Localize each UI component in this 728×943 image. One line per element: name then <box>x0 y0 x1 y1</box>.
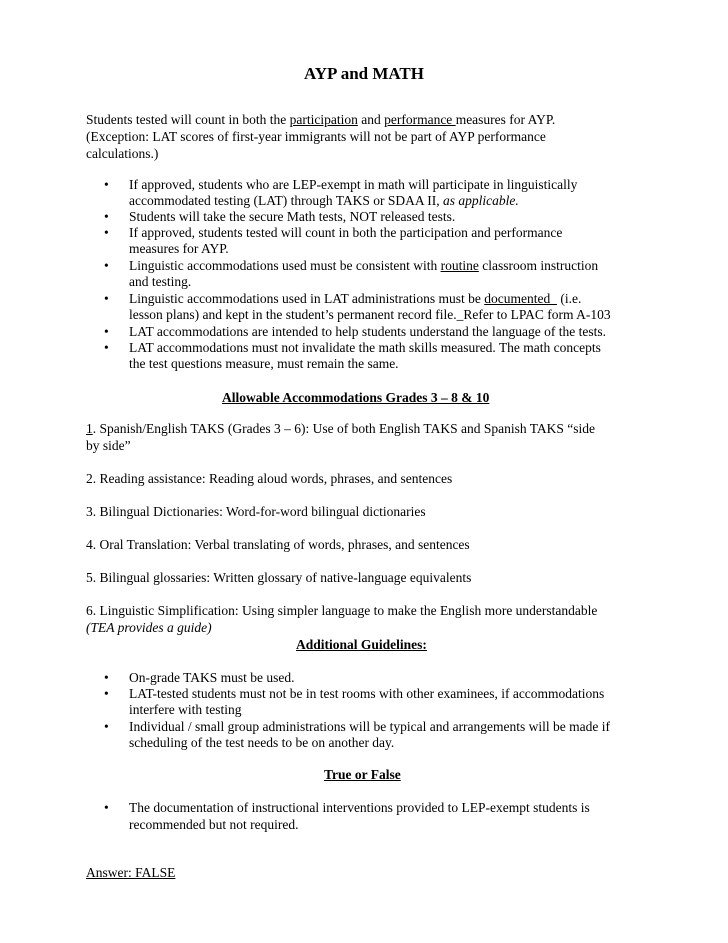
bullet-marker: • <box>104 800 109 815</box>
bullet-text-part: accommodated testing (LAT) through TAKS or SDAA II, <box>129 193 443 208</box>
bullet-marker: • <box>104 177 109 192</box>
bullet-marker: • <box>104 324 109 339</box>
intro-text: and <box>357 112 385 127</box>
accommodation-item-4: 4. Oral Translation: Verbal translating of words, phrases, and sentences <box>86 537 470 552</box>
bullet-marker: • <box>104 670 109 685</box>
accommodation-item-1 <box>86 421 595 438</box>
bullet-text: scheduling of the test needs to be on another day. <box>129 735 395 750</box>
bullet-text <box>129 258 598 275</box>
true-or-false-heading: True or False <box>324 767 401 782</box>
bullet-marker: • <box>104 719 109 734</box>
accommodation-item-1-cont: by side” <box>86 438 131 453</box>
intro-line-2: (Exception: LAT scores of first-year immigrants will not be part of AYP performance <box>86 129 546 144</box>
bullet-text-part: (i.e. <box>556 291 582 306</box>
accommodation-text: . Spanish/English TAKS (Grades 3 – 6): Use of both English TAKS and Spanish TAKS “side <box>92 421 595 436</box>
bullet-text-part: Linguistic accommodations used in LAT administrations must be <box>129 291 485 306</box>
item-number: 1 <box>86 421 93 436</box>
bullet-text: If approved, students who are LEP-exempt in math will participate in linguistically <box>129 177 578 192</box>
bullet-text: lesson plans) and kept in the student’s permanent record file._Refer to LPAC form A-103 <box>129 307 611 322</box>
documented-underlined: documented <box>484 291 557 306</box>
bullet-text: the test questions measure, must remain the same. <box>129 356 399 371</box>
bullet-marker: • <box>104 209 109 224</box>
intro-text: measures for AYP. <box>455 112 556 127</box>
bullet-marker: • <box>104 340 109 355</box>
accommodation-item-6-note <box>86 620 212 637</box>
accommodation-item-2: 2. Reading assistance: Reading aloud words, phrases, and sentences <box>86 471 453 486</box>
page-title: AYP and MATH <box>304 64 424 83</box>
routine-underlined: routine <box>440 258 479 273</box>
additional-guidelines-heading: Additional Guidelines: <box>296 637 427 652</box>
intro-line-3: calculations.) <box>86 146 159 161</box>
bullet-text: On-grade TAKS must be used. <box>129 670 295 685</box>
bullet-text: If approved, students tested will count in both the participation and performance <box>129 225 563 240</box>
question-text: The documentation of instructional interventions provided to LEP-exempt students is <box>129 800 590 815</box>
bullet-marker: • <box>104 291 109 306</box>
bullet-text-part: classroom instruction <box>478 258 599 273</box>
bullet-text-part: Linguistic accommodations used must be consistent with <box>129 258 441 273</box>
bullet-text: LAT accommodations must not invalidate the math skills measured. The math concepts <box>129 340 601 355</box>
bullet-text: Students will take the secure Math tests, NOT released tests. <box>129 209 456 224</box>
bullet-marker: • <box>104 258 109 273</box>
bullet-text <box>129 193 519 210</box>
accommodation-item-6: 6. Linguistic Simplification: Using simpler language to make the English more understandable <box>86 603 598 618</box>
bullet-text: LAT accommodations are intended to help students understand the language of the tests. <box>129 324 607 339</box>
bullet-text <box>129 291 581 308</box>
question-text: recommended but not required. <box>129 817 299 832</box>
participation-underlined: participation <box>289 112 358 127</box>
as-applicable-italic: as applicable. <box>443 193 519 208</box>
tea-guide-italic: (TEA provides a guide) <box>86 620 212 635</box>
bullet-text: LAT-tested students must not be in test rooms with other examinees, if accommodations <box>129 686 605 701</box>
intro-text: Students tested will count in both the <box>86 112 290 127</box>
intro-line-1 <box>86 112 555 129</box>
bullet-marker: • <box>104 225 109 240</box>
performance-underlined: performance <box>384 112 456 127</box>
accommodation-item-3: 3. Bilingual Dictionaries: Word-for-word bilingual dictionaries <box>86 504 426 519</box>
answer-text: Answer: FALSE <box>86 865 176 880</box>
bullet-text: interfere with testing <box>129 702 242 717</box>
bullet-marker: • <box>104 686 109 701</box>
bullet-text: Individual / small group administrations will be typical and arrangements will be made if <box>129 719 611 734</box>
accommodation-item-5: 5. Bilingual glossaries: Written glossary of native-language equivalents <box>86 570 472 585</box>
bullet-text: and testing. <box>129 274 192 289</box>
allowable-accommodations-heading: Allowable Accommodations Grades 3 – 8 & 10 <box>222 390 490 405</box>
bullet-text: measures for AYP. <box>129 241 229 256</box>
